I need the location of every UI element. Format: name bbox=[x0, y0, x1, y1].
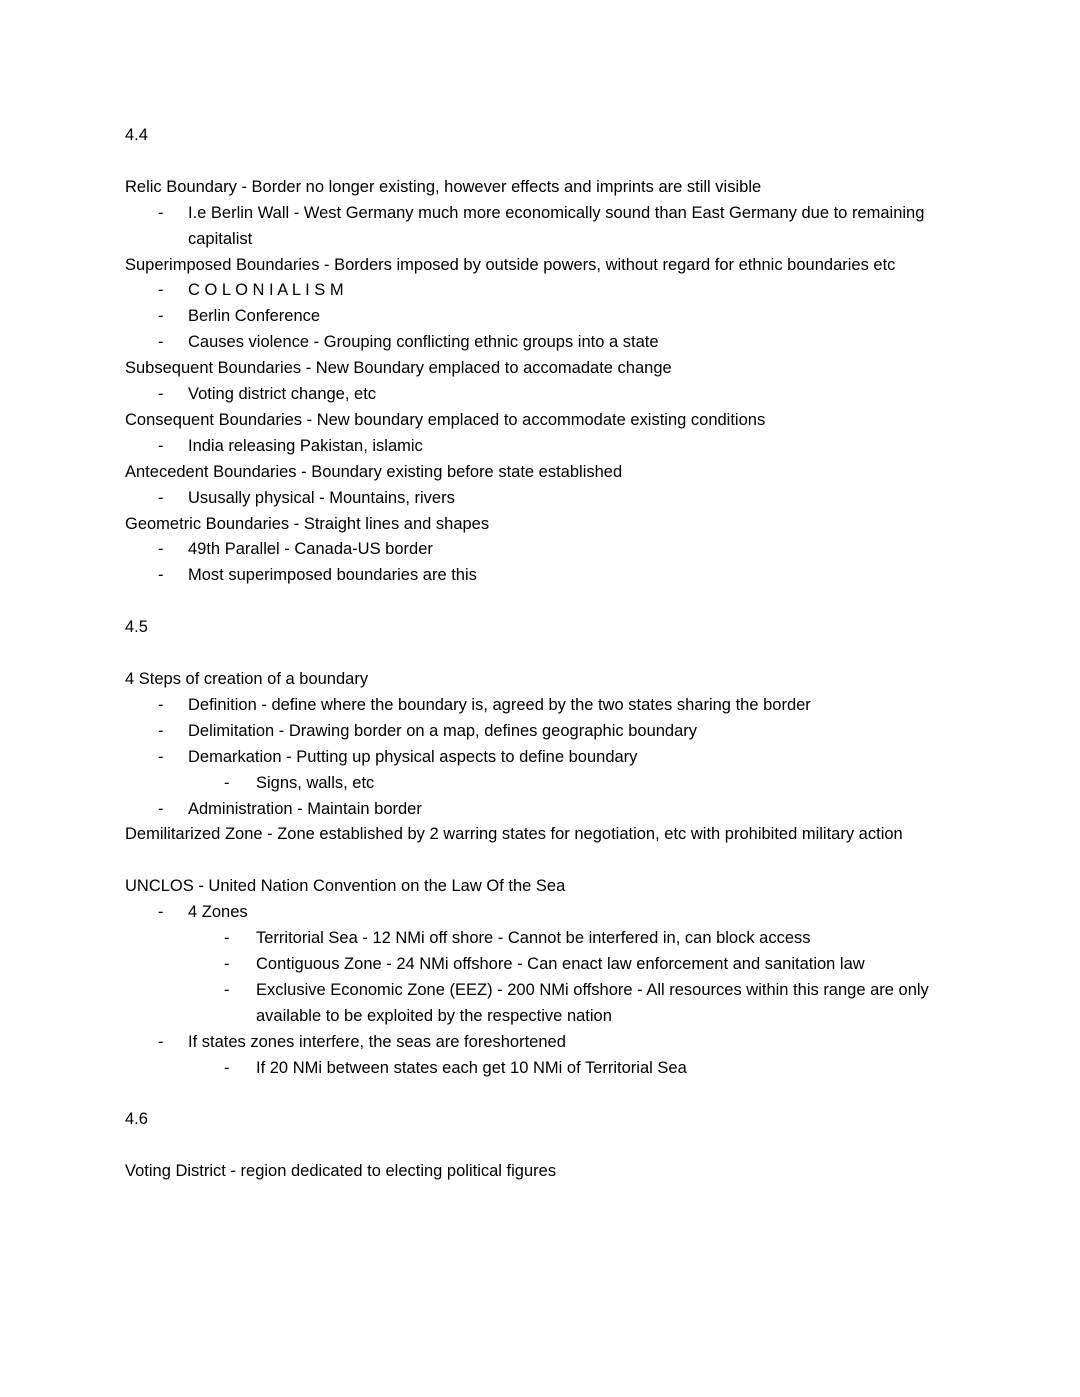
doc-bullet-text: I.e Berlin Wall - West Germany much more economically sound than East Germany due to remaining capitalist bbox=[188, 203, 925, 248]
doc-paragraph: Relic Boundary - Border no longer existing, however effects and imprints are still visible bbox=[125, 177, 762, 196]
doc-bullet-text: Definition - define where the boundary is, agreed by the two states sharing the border bbox=[188, 695, 811, 714]
bullet-dash: - bbox=[158, 721, 164, 740]
bullet-dash: - bbox=[158, 799, 164, 818]
section-heading: 4.4 bbox=[125, 126, 148, 144]
doc-paragraph: Consequent Boundaries - New boundary emplaced to accommodate existing conditions bbox=[125, 410, 766, 429]
doc-paragraph: Geometric Boundaries - Straight lines and shapes bbox=[125, 514, 490, 533]
doc-paragraph: Subsequent Boundaries - New Boundary emplaced to accomadate change bbox=[125, 359, 672, 378]
doc-bullet-item bbox=[125, 563, 955, 589]
doc-paragraph: Superimposed Boundaries - Borders imposed by outside powers, without regard for ethnic boundaries etc bbox=[125, 255, 896, 274]
doc-paragraph: 4 Steps of creation of a boundary bbox=[125, 669, 369, 688]
blank-line bbox=[125, 589, 955, 615]
blank-line bbox=[125, 149, 955, 175]
blank-line bbox=[125, 848, 955, 874]
doc-bullet-text: Exclusive Economic Zone (EEZ) - 200 NMi offshore - All resources within this range are only available to be exploited by the respective nation bbox=[256, 980, 929, 1025]
bullet-dash: - bbox=[158, 903, 164, 922]
doc-bullet-item bbox=[125, 952, 955, 978]
doc-bullet-item bbox=[125, 745, 955, 771]
doc-bullet-text: Voting district change, etc bbox=[188, 385, 377, 404]
doc-bullet-text: Berlin Conference bbox=[188, 307, 321, 326]
doc-bullet-item bbox=[125, 382, 955, 408]
doc-paragraph: Demilitarized Zone - Zone established by 2 warring states for negotiation, etc with prohibited military action bbox=[125, 825, 903, 844]
doc-bullet-text: Delimitation - Drawing border on a map, defines geographic boundary bbox=[188, 721, 698, 740]
doc-paragraph: Antecedent Boundaries - Boundary existing before state established bbox=[125, 462, 623, 481]
doc-bullet-item bbox=[125, 486, 955, 512]
blank-line bbox=[125, 1081, 955, 1107]
bullet-dash: - bbox=[224, 929, 230, 948]
doc-bullet-text: Signs, walls, etc bbox=[256, 773, 375, 792]
doc-bullet-item bbox=[125, 278, 955, 304]
doc-bullet-text: Administration - Maintain border bbox=[188, 799, 422, 818]
doc-paragraph: Voting District - region dedicated to electing political figures bbox=[125, 1162, 557, 1181]
doc-bullet-item bbox=[125, 1030, 955, 1056]
blank-line bbox=[125, 641, 955, 667]
doc-bullet-text: Demarkation - Putting up physical aspects to define boundary bbox=[188, 747, 638, 766]
bullet-dash: - bbox=[224, 1058, 230, 1077]
doc-bullet-item bbox=[125, 978, 955, 1030]
bullet-dash: - bbox=[158, 333, 164, 352]
doc-bullet-item bbox=[125, 926, 955, 952]
doc-bullet-text: Ususally physical - Mountains, rivers bbox=[188, 488, 455, 507]
doc-bullet-item bbox=[125, 434, 955, 460]
bullet-dash: - bbox=[224, 954, 230, 973]
bullet-dash: - bbox=[158, 540, 164, 559]
bullet-dash: - bbox=[224, 980, 230, 999]
bullet-dash: - bbox=[158, 307, 164, 326]
doc-bullet-item bbox=[125, 797, 955, 823]
doc-bullet-text: Causes violence - Grouping conflicting ethnic groups into a state bbox=[188, 333, 659, 352]
section-heading: 4.5 bbox=[125, 618, 148, 637]
doc-bullet-item bbox=[125, 201, 955, 253]
bullet-dash: - bbox=[158, 385, 164, 404]
doc-bullet-text: Territorial Sea - 12 NMi off shore - Cannot be interfered in, can block access bbox=[256, 929, 811, 948]
bullet-dash: - bbox=[158, 436, 164, 455]
bullet-dash: - bbox=[158, 566, 164, 585]
section-heading: 4.6 bbox=[125, 1110, 148, 1129]
doc-bullet-text: 4 Zones bbox=[188, 903, 248, 922]
doc-bullet-text: Contiguous Zone - 24 NMi offshore - Can enact law enforcement and sanitation law bbox=[256, 954, 865, 973]
doc-bullet-item bbox=[125, 1056, 955, 1082]
document-body bbox=[125, 123, 955, 1185]
doc-bullet-text: C O L O N I A L I S M bbox=[188, 281, 344, 300]
bullet-dash: - bbox=[158, 281, 164, 300]
bullet-dash: - bbox=[158, 747, 164, 766]
doc-bullet-item bbox=[125, 537, 955, 563]
doc-bullet-text: If 20 NMi between states each get 10 NMi of Territorial Sea bbox=[256, 1058, 687, 1077]
bullet-dash: - bbox=[158, 488, 164, 507]
doc-bullet-item bbox=[125, 304, 955, 330]
bullet-dash: - bbox=[158, 1032, 164, 1051]
doc-bullet-text: If states zones interfere, the seas are foreshortened bbox=[188, 1032, 566, 1051]
bullet-dash: - bbox=[158, 203, 164, 222]
doc-bullet-text: 49th Parallel - Canada-US border bbox=[188, 540, 433, 559]
blank-line bbox=[125, 1133, 955, 1159]
doc-bullet-text: India releasing Pakistan, islamic bbox=[188, 436, 423, 455]
doc-bullet-text: Most superimposed boundaries are this bbox=[188, 566, 477, 585]
doc-bullet-item bbox=[125, 771, 955, 797]
doc-bullet-item bbox=[125, 900, 955, 926]
bullet-dash: - bbox=[158, 695, 164, 714]
doc-bullet-item bbox=[125, 330, 955, 356]
doc-bullet-item bbox=[125, 693, 955, 719]
doc-bullet-item bbox=[125, 719, 955, 745]
bullet-dash: - bbox=[224, 773, 230, 792]
doc-paragraph: UNCLOS - United Nation Convention on the Law Of the Sea bbox=[125, 877, 566, 896]
